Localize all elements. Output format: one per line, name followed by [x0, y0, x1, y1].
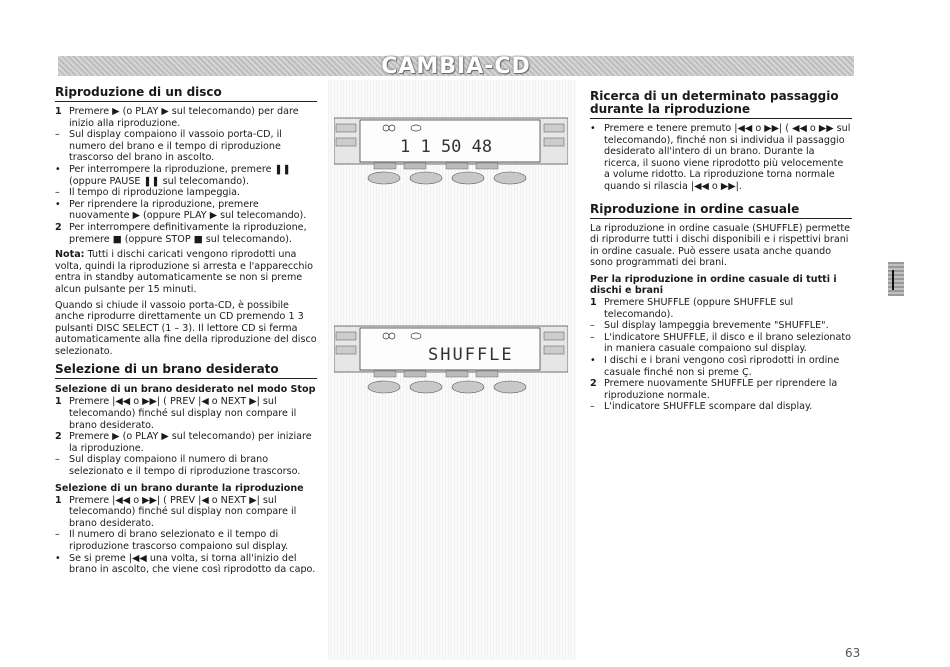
list-item — [55, 396, 317, 431]
step-text: Premere ▶ (o PLAY ▶ sul telecomando) per dare inizio alla riproduzione. — [69, 106, 299, 129]
page-title: CAMBIA-CD — [381, 54, 531, 79]
step-marker: 1 — [55, 396, 62, 408]
note-text: Tutti i dischi caricati vengono riprodotti una volta, quindi la riproduzione si arresta e l'apparecchio entra in standby automaticamente se non si preme alcun pulsante per 15 minuti. — [55, 249, 314, 295]
note-paragraph — [55, 249, 317, 295]
step-marker: – — [55, 529, 60, 541]
side-tab-marker — [888, 262, 904, 296]
step-text: Premere SHUFFLE (oppure SHUFFLE sul telecomando). — [604, 296, 794, 320]
list-item — [590, 320, 852, 332]
subheading-stop-mode: Selezione di un brano desiderato nel modo Stop — [55, 384, 316, 396]
step-text: Sul display compaiono il numero di brano selezionato e il tempo di riproduzione trascorso. — [69, 454, 301, 478]
step-text: L'indicatore SHUFFLE, il disco e il brano selezionato in maniera casuale compaiono sul display. — [604, 331, 852, 355]
step-marker: • — [590, 123, 596, 134]
list-item — [590, 123, 852, 193]
step-marker: – — [590, 401, 595, 413]
subheading-shuffle-all: Per la riproduzione in ordine casuale di tutti i dischi e brani — [590, 273, 837, 296]
step-text: Premere nuovamente SHUFFLE per riprendere la riproduzione normale. — [604, 378, 838, 401]
list-item — [55, 529, 317, 552]
step-marker: 2 — [55, 431, 62, 443]
cd-display-illustration-playing — [334, 106, 568, 186]
list-item — [55, 454, 317, 477]
play-disc-steps — [55, 106, 317, 245]
step-text: Se si preme |◀◀ una volta, si torna all'inizio del brano in ascolto, che viene così riprodotto da capo. — [69, 552, 316, 576]
list-item — [55, 222, 317, 245]
step-marker: – — [590, 331, 595, 343]
step-marker: • — [55, 198, 61, 210]
side-tab-line — [892, 270, 894, 290]
list-item — [55, 187, 317, 199]
step-marker: • — [55, 552, 61, 564]
search-steps — [590, 123, 852, 193]
step-text: Premere |◀◀ o ▶▶| ( PREV |◀ o NEXT ▶| sul telecomando) finché sul display non compare il brano desiderato. — [69, 396, 297, 431]
display-shuffle-text: SHUFFLE — [428, 345, 514, 365]
subheading-during-playback: Selezione di un brano durante la riproduzione — [55, 482, 304, 494]
step-marker: – — [590, 320, 595, 332]
page-number: 63 — [845, 646, 861, 660]
list-item — [55, 495, 317, 530]
disc-select-paragraph: Quando si chiude il vassoio porta-CD, è possibile anche riprodurre direttamente un CD premendo 1 3 pulsanti DISC SELECT (1 – 3). Il lettore CD si ferma automaticamente alla fine della riproduzione del disco selezionato. — [55, 299, 317, 357]
section-heading-play-disc: Riproduzione di un disco — [55, 86, 317, 102]
shuffle-steps — [590, 297, 852, 413]
list-item — [590, 332, 852, 355]
list-item — [55, 199, 317, 222]
step-text: Per interrompere la riproduzione, premere ❚❚ (oppure PAUSE ❚❚ sul telecomando). — [69, 163, 291, 187]
right-column — [590, 90, 852, 413]
step-text: Sul display compaiono il vassoio porta-CD, il numero del brano e il tempo di riproduzione trascorso del brano in ascolto. — [69, 129, 282, 164]
step-text: I dischi e i brani vengono così riprodotti in ordine casuale finché non si preme Ç. — [604, 354, 840, 378]
step-text: Per interrompere definitivamente la riproduzione, premere ■ (oppure STOP ■ sul telecomando). — [69, 221, 307, 245]
step-text: Il tempo di riproduzione lampeggia. — [69, 187, 241, 199]
list-item — [590, 355, 852, 378]
display-digits: 1 1 50 48 — [400, 137, 493, 157]
step-marker: – — [55, 187, 60, 199]
section-heading-select-track: Selezione di un brano desiderato — [55, 363, 317, 379]
list-item — [55, 164, 317, 187]
note-label: Nota: — [55, 249, 85, 261]
step-text: Premere |◀◀ o ▶▶| ( PREV |◀ o NEXT ▶| sul telecomando) finché sul display non compare il brano desiderato. — [69, 494, 297, 529]
step-marker: – — [55, 129, 60, 141]
step-text: Per riprendere la riproduzione, premere nuovamente ▶ (oppure PLAY ▶ sul telecomando). — [69, 198, 307, 222]
step-marker: 2 — [55, 221, 62, 233]
list-item — [55, 431, 317, 454]
step-marker: 1 — [55, 494, 62, 506]
step-marker: • — [590, 354, 596, 366]
select-track-stop-steps — [55, 396, 317, 477]
step-marker: 2 — [590, 378, 597, 390]
shuffle-intro: La riproduzione in ordine casuale (SHUFFLE) permette di riprodurre tutti i dischi disponibili e i rispettivi brani in ordine casuale. Può essere usata anche quando sono programmati dei brani. — [590, 222, 851, 269]
section-heading-search: Ricerca di un determinato passaggio durante la riproduzione — [590, 90, 852, 119]
step-marker: • — [55, 163, 61, 175]
cd-display-illustration-shuffle — [334, 320, 568, 400]
step-text: Sul display lampeggia brevemente "SHUFFLE". — [604, 320, 829, 332]
step-marker: – — [55, 454, 60, 466]
section-heading-shuffle: Riproduzione in ordine casuale — [590, 203, 852, 219]
step-text: L'indicatore SHUFFLE scompare dal display. — [604, 401, 813, 413]
step-marker: 1 — [55, 106, 62, 117]
list-item — [55, 129, 317, 164]
step-text: Premere ▶ (o PLAY ▶ sul telecomando) per iniziare la riproduzione. — [69, 431, 312, 454]
step-text: Il numero di brano selezionato e il tempo di riproduzione trascorso compaiono sul display. — [69, 529, 289, 552]
list-item — [590, 401, 852, 413]
header-band — [58, 54, 854, 79]
step-text: Premere e tenere premuto |◀◀ o ▶▶| ( ◀◀ o ▶▶ sul telecomando), finché non si individua il passaggio desiderato all'intero di un brano. Durante la ricerca, il suono viene riprodotto più velocemente a volume ridotto. La riproduzione torna normale quando si rilascia |◀◀ o ▶▶|. — [604, 123, 851, 192]
select-track-playback-steps — [55, 495, 317, 576]
list-item — [590, 297, 852, 320]
list-item — [55, 106, 317, 129]
list-item — [55, 553, 317, 576]
left-column — [55, 86, 317, 576]
step-marker: 1 — [590, 296, 597, 308]
list-item — [590, 378, 852, 401]
